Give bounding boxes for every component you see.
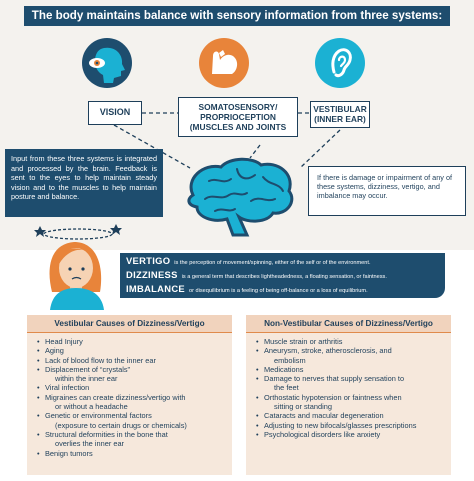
impairment-text: If there is damage or impairment of any of these systems, dizziness, vertigo, and imbalance may occur. xyxy=(308,166,466,216)
list-item: • Adjusting to new bifocals/glasses prescriptions xyxy=(264,421,451,430)
vestibular-label xyxy=(310,101,370,128)
list-item: • Lack of blood flow to the inner ear xyxy=(45,356,232,365)
vision-label: VISION xyxy=(88,101,142,125)
term-vertigo: VERTIGO xyxy=(126,255,171,266)
list-item: • Migraines can create dizziness/vertigo with xyxy=(45,393,232,402)
definition-dizziness-text: is a general term that describes lightheadedness, a floating sensation, or faintness. xyxy=(181,274,387,280)
list-item: • Benign tumors xyxy=(45,449,232,458)
non-vestibular-causes-heading: Non-Vestibular Causes of Dizziness/Vertigo xyxy=(246,315,451,333)
list-item: • Aneurysm, stroke, atherosclerosis, and xyxy=(264,346,451,355)
flexed-arm-icon xyxy=(199,38,249,88)
vestibular-line-2: (INNER EAR) xyxy=(314,114,366,124)
somatosensory-line-3: (MUSCLES AND JOINTS xyxy=(189,122,287,132)
somatosensory-line-1: SOMATOSENSORY/ xyxy=(198,102,278,112)
non-vestibular-causes-list xyxy=(246,333,451,439)
list-item-continuation: overlies the inner ear xyxy=(55,439,125,449)
list-item-continuation: sitting or standing xyxy=(274,402,332,412)
list-item: • Medications xyxy=(264,365,451,374)
term-dizziness: DIZZINESS xyxy=(126,269,178,280)
vestibular-causes-box xyxy=(27,315,232,475)
definition-vertigo-text: is the perception of movement/spinning, either of the self or of the environment. xyxy=(174,260,371,266)
list-item: • Viral infection xyxy=(45,383,232,392)
vestibular-causes-heading: Vestibular Causes of Dizziness/Vertigo xyxy=(27,315,232,333)
list-item: • Structural deformities in the bone that xyxy=(45,430,232,439)
list-item: • Muscle strain or arthritis xyxy=(264,337,451,346)
list-item: • Orthostatic hypotension or faintness when xyxy=(264,393,451,402)
list-item-continuation: embolism xyxy=(274,355,306,365)
dizzy-girl-icon xyxy=(30,222,130,310)
term-imbalance: IMBALANCE xyxy=(126,283,185,294)
definition-vertigo xyxy=(126,255,371,266)
list-item: • Genetic or environmental factors xyxy=(45,411,232,420)
vestibular-causes-list xyxy=(27,333,232,458)
somatosensory-label xyxy=(178,97,298,137)
list-item: • Displacement of “crystals” xyxy=(45,365,232,374)
list-item-continuation: the feet xyxy=(274,383,299,393)
list-item-continuation: or without a headache xyxy=(55,402,128,412)
definition-imbalance-text: or disequilibrium is a feeling of being off-balance or a loss of equilibrium. xyxy=(188,288,368,294)
list-item: • Psychological disorders like anxiety xyxy=(264,430,451,439)
list-item: • Aging xyxy=(45,346,232,355)
vestibular-line-1: VESTIBULAR xyxy=(313,104,367,114)
ear-icon xyxy=(315,38,365,88)
list-item: • Damage to nerves that supply sensation to xyxy=(264,374,451,383)
definition-dizziness xyxy=(126,269,387,280)
list-item: • Head Injury xyxy=(45,337,232,346)
definition-imbalance xyxy=(126,283,368,294)
list-item-continuation: within the inner ear xyxy=(55,374,118,384)
somatosensory-line-2: PROPRIOCEPTION xyxy=(200,112,276,122)
input-integration-text: Input from these three systems is integrated and processed by the brain. Feedback is sent to the eyes to help maintain steady vision and to the muscles to help maintain posture and balance. xyxy=(5,149,163,217)
definitions-band xyxy=(120,253,445,298)
page-title: The body maintains balance with sensory information from three systems: xyxy=(24,6,450,26)
eye-head-icon xyxy=(82,38,132,88)
brain-icon xyxy=(175,155,305,245)
list-item-continuation: (exposure to certain drugs or chemicals) xyxy=(55,420,187,430)
list-item: • Cataracts and macular degeneration xyxy=(264,411,451,420)
non-vestibular-causes-box xyxy=(246,315,451,475)
